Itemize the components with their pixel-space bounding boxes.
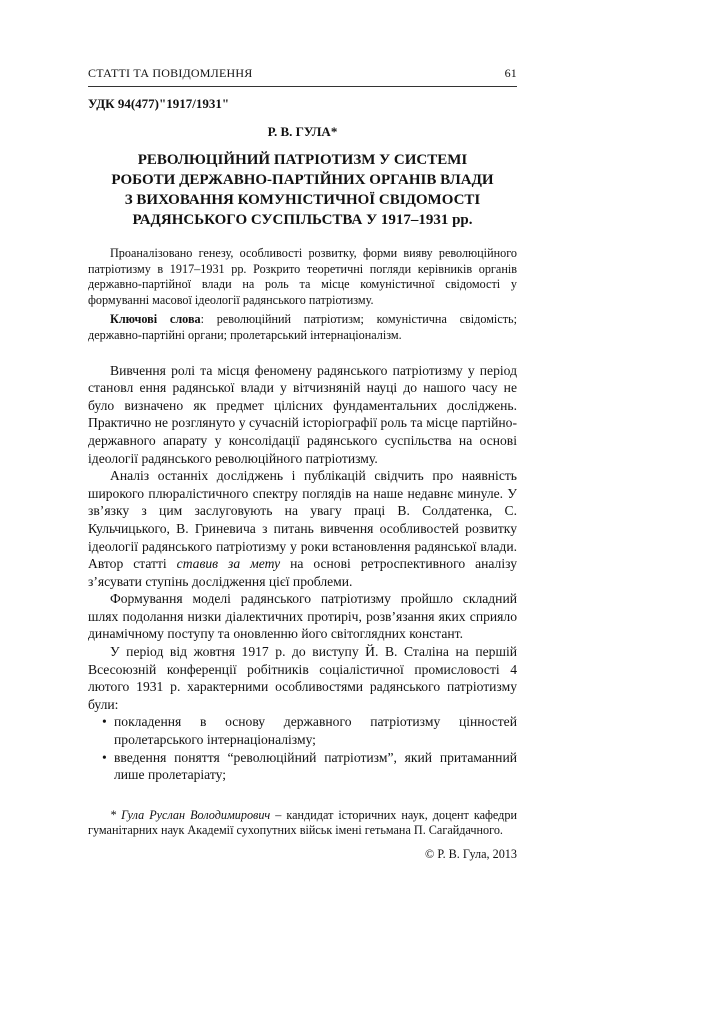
title-line: З ВИХОВАННЯ КОМУНІСТИЧНОЇ СВІДОМОСТІ <box>124 192 481 208</box>
bullet-icon: • <box>102 749 107 765</box>
title-line: РЕВОЛЮЦІЙНИЙ ПАТРІОТИЗМ У СИСТЕМІ <box>137 152 468 168</box>
footnote-text <box>88 808 517 839</box>
bullet-icon: • <box>102 714 107 730</box>
title-line: РАДЯНСЬКОГО СУСПІЛЬСТВА У 1917–1931 рр. <box>132 212 473 228</box>
keywords <box>88 312 517 343</box>
article <box>88 96 517 862</box>
title-line: РОБОТИ ДЕРЖАВНО-ПАРТІЙНИХ ОРГАНІВ ВЛАДИ <box>111 172 494 188</box>
list-item-text: введення поняття “революційний патріотизм”, який притаманний лише пролетаріату; <box>114 749 517 783</box>
list-item-text: покладення в основу державного патріотизму цінностей пролетарського інтернаціоналізму; <box>114 714 517 748</box>
footnote <box>88 808 517 839</box>
article-body <box>88 362 517 784</box>
abstract-text: Проаналізовано генезу, особливості розвитку, форми вияву революційного патріотизму в 1917–1931 рр. Розкрито теоретичні погляди керівників органів державно-партійної влади на роль та місце комуністичної свідомості у формуванні масової ідеології радянського патріотизму. <box>88 246 517 307</box>
paragraph: Вивчення ролі та місця феномену радянського патріотизму у період становл ення радянської влади у вітчизняній науці до нашого часу не було визначено як предмет цілісних фундаментальних досліджень. Практично не розглянуто у сучасній історіографії роль та місце партійно-державного апарату у консолідації радянського суспільства на основі ідеології радянського революційного патріотизму. <box>88 362 517 466</box>
page-number: 61 <box>504 66 517 80</box>
abstract <box>88 246 517 344</box>
paragraph: Формування моделі радянського патріотизму пройшло складний шлях подолання низки діалектичних протиріч, розв’язання яких сприяло динамічному поступу та оновленню його світоглядних констант. <box>88 591 517 642</box>
udk-code: УДК 94(477)"1917/1931" <box>88 96 230 111</box>
author-name: Р. В. ГУЛА* <box>267 124 338 139</box>
keywords-label: Ключові слова <box>110 312 201 327</box>
section-title: СТАТТІ ТА ПОВІДОМЛЕННЯ <box>88 66 253 80</box>
running-head <box>88 66 517 81</box>
footnote-author: * Гула Руслан Володимирович <box>110 807 271 822</box>
paragraph-text: Аналіз останніх досліджень і публікацій свідчить про наявність широкого плюралістичного спектру поглядів на наше недавнє минуле. У зв’язку з цим заслуговують на увагу праці В. Солдатенка, С. Кульчицького, В. Гриневича з питань вивчення особливостей розвитку ідеології радянського патріотизму у роки встановлення радянської влади. Автор статті <box>88 468 517 572</box>
emphasis-text: ставив за мету <box>176 556 281 572</box>
paragraph: У період від жовтня 1917 р. до виступу Й. В. Сталіна на першій Всесоюзній конференції робітників соціалістичної промисловості 4 лютого 1931 р. характерними особливостями радянського патріотизму були: <box>88 644 517 712</box>
copyright: © Р. В. Гула, 2013 <box>425 847 517 861</box>
keywords-text: : революційний патріотизм; комуністична свідомість; державно-партійні органи; пролетарський інтернаціоналізм. <box>88 312 517 342</box>
paragraph <box>88 467 517 590</box>
header-divider <box>88 86 517 87</box>
bullet-list <box>88 713 517 783</box>
article-title <box>88 150 517 230</box>
list-item <box>88 749 517 784</box>
footnote-description: – кандидат історичних наук, доцент кафедри гуманітарних наук Академії сухопутних військ імені гетьмана П. Сагайдачного. <box>88 807 517 838</box>
paragraph-text: на основі ретроспективного аналізу з’ясувати ступінь дослідження цієї проблеми. <box>88 556 517 589</box>
list-item <box>88 713 517 748</box>
